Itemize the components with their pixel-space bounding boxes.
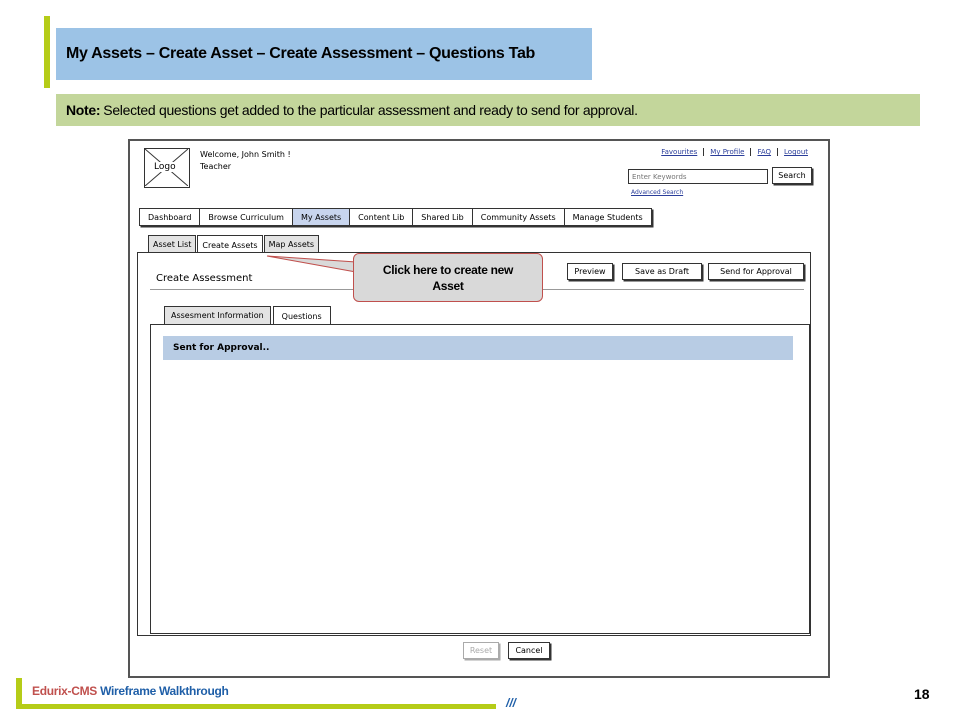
nav-content-lib[interactable]: Content Lib (350, 209, 413, 225)
nav-manage-students[interactable]: Manage Students (565, 209, 651, 225)
page-number: 18 (914, 686, 930, 702)
logout-link[interactable]: Logout (784, 148, 808, 156)
questions-panel (150, 324, 810, 634)
welcome-block (200, 149, 291, 173)
panel-title: Create Assessment (156, 273, 253, 284)
logo (144, 148, 190, 188)
user-role: Teacher (200, 162, 232, 171)
tab-map-assets[interactable]: Map Assets (264, 235, 319, 253)
tab-asset-list[interactable]: Asset List (148, 235, 196, 253)
tab-questions[interactable]: Questions (273, 306, 331, 325)
nav-shared-lib[interactable]: Shared Lib (413, 209, 472, 225)
wireframe-window (128, 139, 830, 678)
favourites-link[interactable]: Favourites (655, 148, 704, 156)
note-label: Note: (66, 102, 101, 118)
callout-bubble: Click here to create new Asset (353, 253, 543, 302)
assessment-tabs (164, 306, 333, 324)
status-message: Sent for Approval.. (163, 336, 793, 360)
note-banner (56, 94, 920, 126)
footer-slashes: /// (506, 696, 517, 710)
footer-underline (16, 704, 496, 709)
footer-brand (32, 684, 229, 698)
slide-title: My Assets – Create Asset – Create Assessment – Questions Tab (56, 28, 592, 80)
nav-community-assets[interactable]: Community Assets (473, 209, 565, 225)
asset-tabs (148, 235, 320, 253)
note-text: Selected questions get added to the particular assessment and ready to send for approval. (103, 102, 638, 118)
search-button[interactable]: Search (772, 167, 812, 184)
send-for-approval-button[interactable]: Send for Approval (708, 263, 804, 280)
nav-my-assets[interactable]: My Assets (293, 209, 350, 225)
faq-link[interactable]: FAQ (751, 148, 778, 156)
search-input[interactable] (628, 169, 768, 184)
tab-assessment-information[interactable]: Assesment Information (164, 306, 271, 324)
tab-create-assets[interactable]: Create Assets (197, 235, 262, 254)
logo-label: Logo (154, 162, 176, 172)
title-accent-bar (44, 16, 50, 88)
brand-name: Edurix-CMS (32, 684, 98, 698)
main-nav (139, 208, 652, 226)
cancel-button[interactable]: Cancel (508, 642, 550, 659)
welcome-text: Welcome, John Smith ! (200, 150, 291, 159)
create-asset-panel (137, 252, 811, 636)
nav-dashboard[interactable]: Dashboard (140, 209, 200, 225)
save-as-draft-button[interactable]: Save as Draft (622, 263, 702, 280)
reset-button[interactable]: Reset (463, 642, 499, 659)
preview-button[interactable]: Preview (567, 263, 613, 280)
top-links (655, 148, 808, 156)
brand-subtitle: Wireframe Walkthrough (100, 684, 229, 698)
my-profile-link[interactable]: My Profile (704, 148, 751, 156)
advanced-search-link[interactable]: Advanced Search (631, 189, 684, 196)
nav-browse-curriculum[interactable]: Browse Curriculum (200, 209, 293, 225)
